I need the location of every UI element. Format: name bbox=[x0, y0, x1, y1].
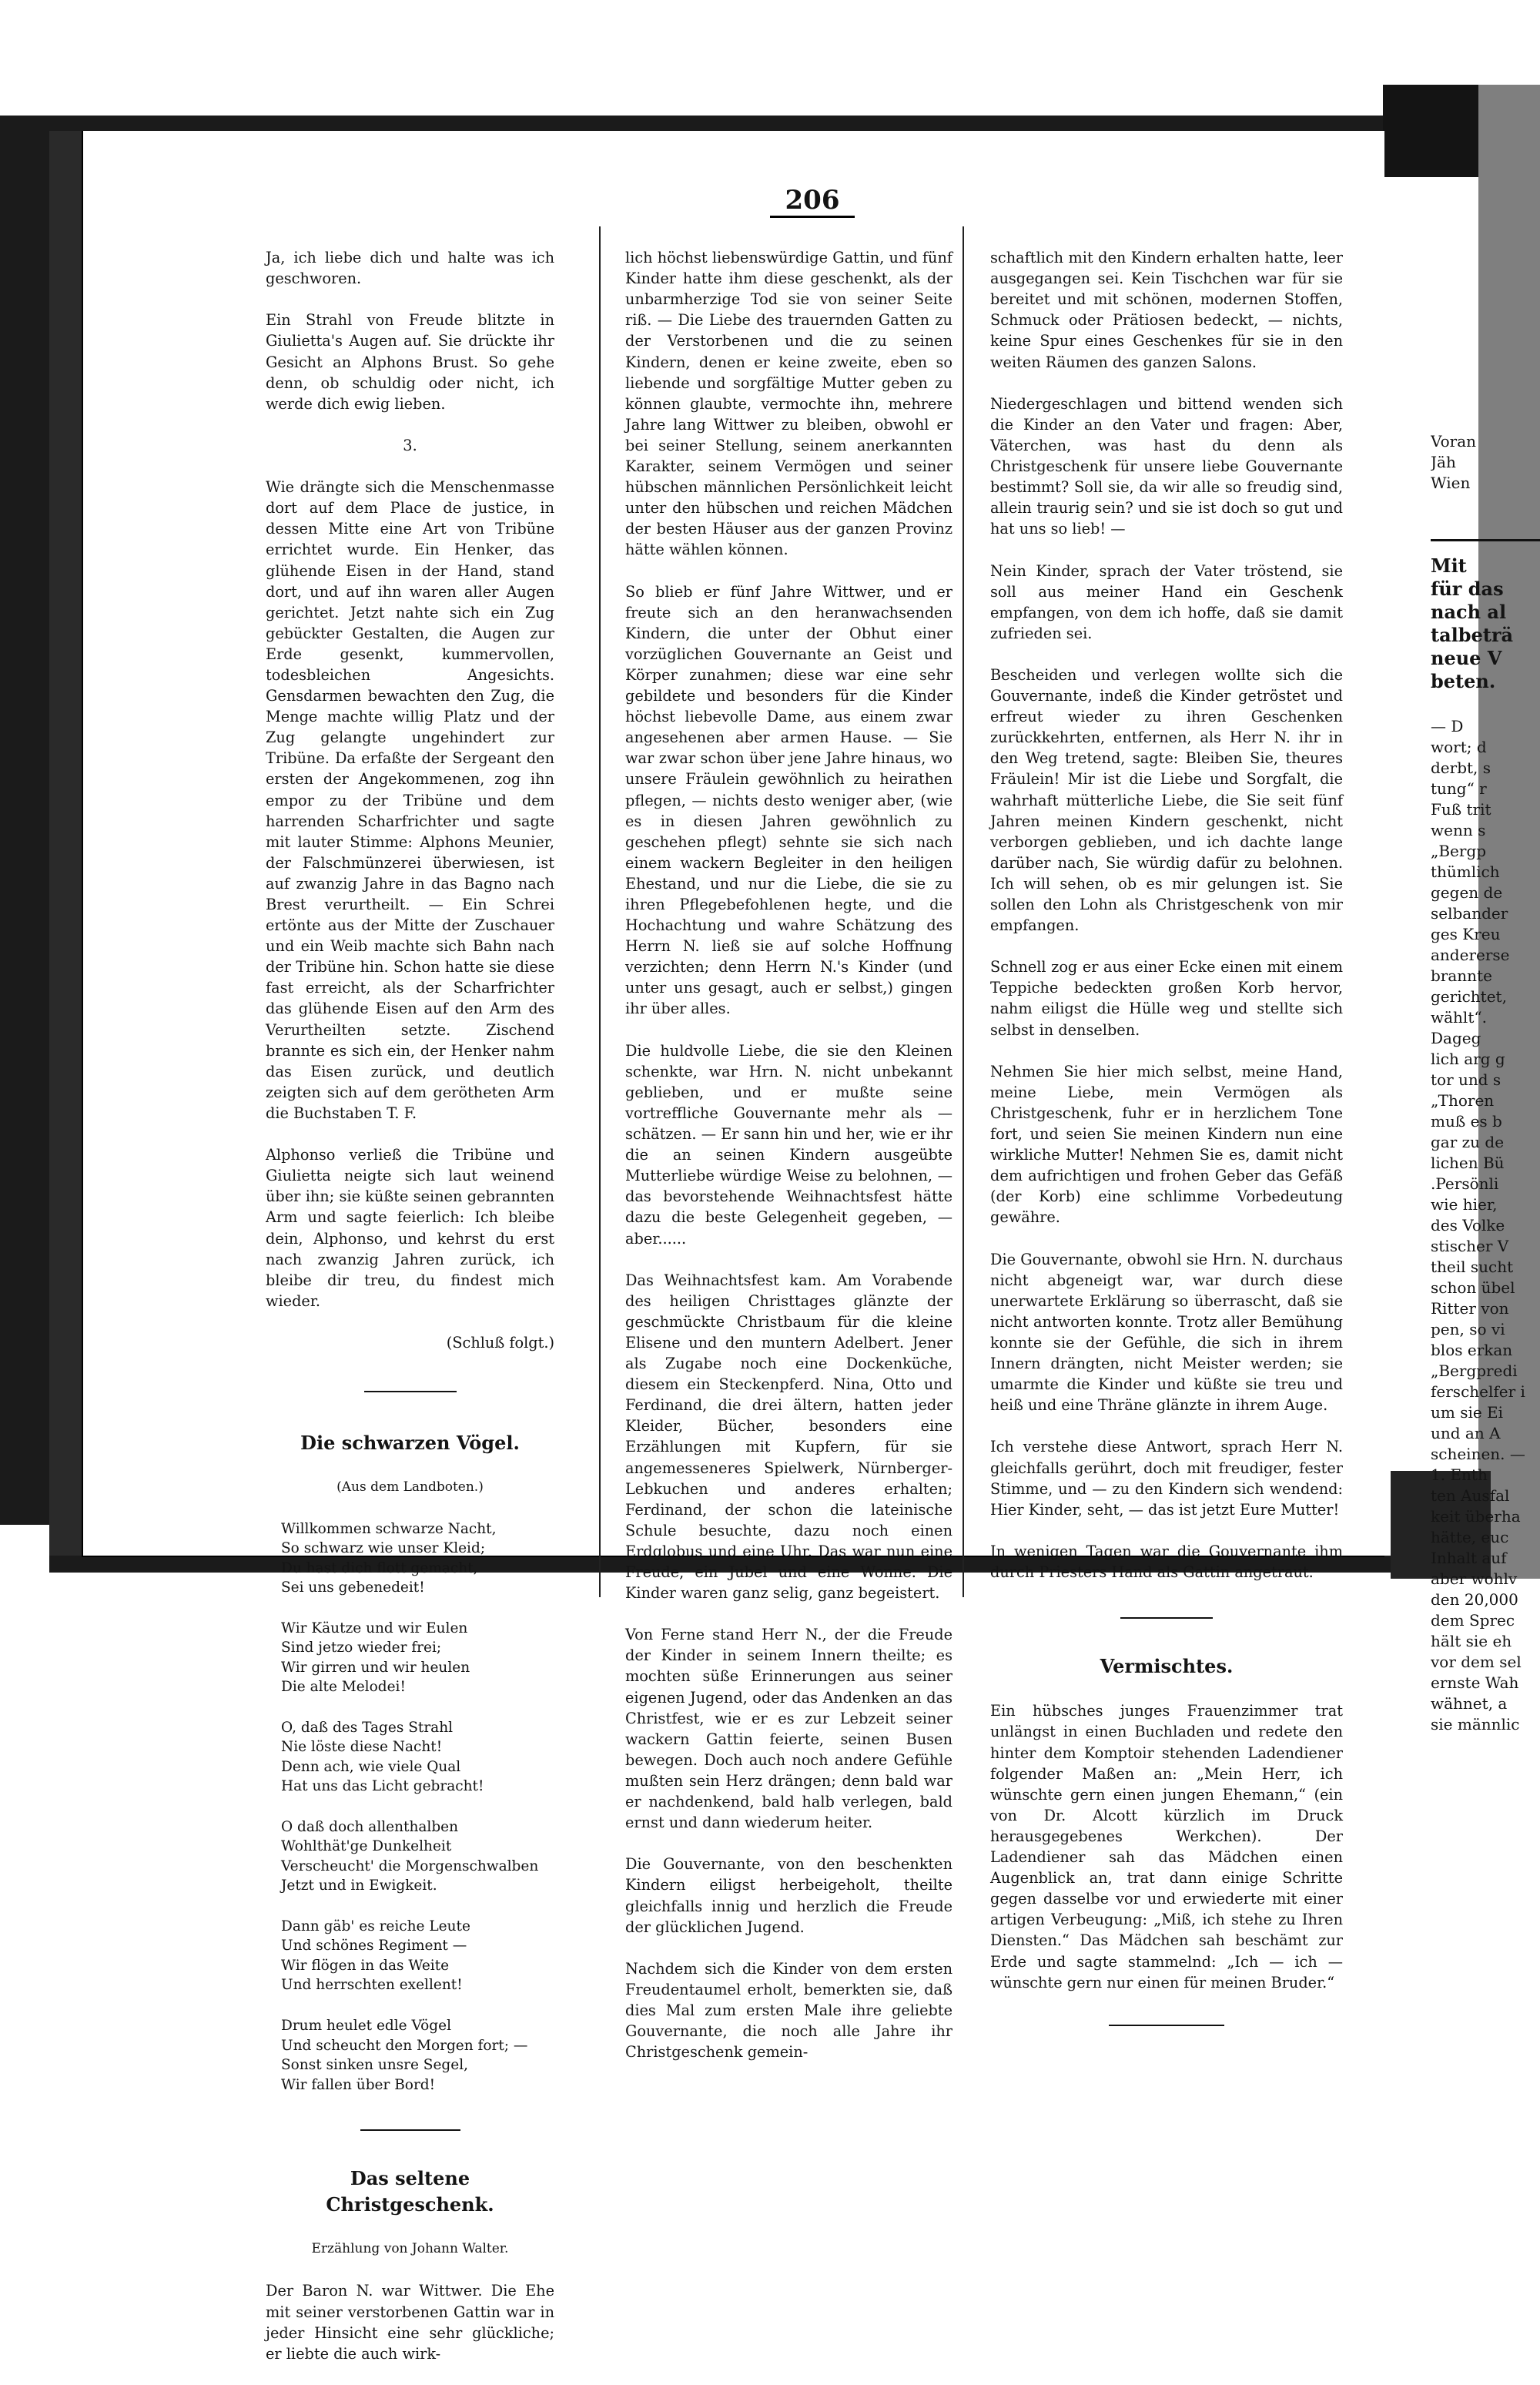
paragraph: schaftlich mit den Kindern erhalten hatte, leer ausgegangen sei. Kein Tischchen war für sie bereitet und mit schönen, modernen Stoffen, Schmuck oder Prätiosen bedeckt, — nichts, keine Spur eines Geschenkes für sie in den weiten Räumen des ganzen Salons. bbox=[990, 249, 1343, 371]
paragraph: Ich verstehe diese Antwort, sprach Herr N. gleichfalls gerührt, doch mit freudiger, fester Stimme, und — zu den Kindern sich wendend: Hier Kinder, seht, — das ist jetzt Eure Mutter! bbox=[990, 1438, 1343, 1519]
page-number: 206 bbox=[770, 185, 855, 218]
story-author: Erzählung von Johann Walter. bbox=[311, 2241, 509, 2257]
next-page-body: — D wort; d derbt, s tung“ r Fuß trit wenn s „Bergp thümlich gegen de selbander ges Kreu andererse brannte gerichtet, wählt“. Dageg lich arg g tor und s „Thoren muß es b gar zu de lichen Bü .Persönli wie hier, des Volke stischer V theil sucht schon übel Ritter von pen, so vi blos erkan „Bergpredi ferschelfer i um sie Ei und an A scheinen. — 1. Enth ten Ausfal keit überha hätte, euc Inhalt auf aber wohlv den 20,000 dem Sprec hält sie eh vor dem sel ernste Wah wähnet, a sie männlic bbox=[1431, 717, 1525, 1733]
book-page-edge bbox=[49, 131, 82, 1556]
divider bbox=[1120, 1617, 1213, 1619]
poem-stanza: Dann gäb' es reiche Leute Und schönes Regiment — Wir flögen in das Weite Und herrschten exellent! bbox=[281, 1918, 470, 1994]
paragraph: Das Weihnachtsfest kam. Am Vorabende des heiligen Christtages glänzte der geschmückte Christbaum für die kleine Elisene und den muntern Adelbert. Jener als Zugabe noch eine Dockenküche, diesem ein Steckenpferd. Nina, Otto und Ferdinand, die drei ältern, hatten jeder Kleider, Bücher, besonders eine Erzählungen mit Kupfern, für sie angemesseneres Spielwerk, Nürnberger-Lebkuchen und anderes erhalten; Ferdinand, der schon die lateinische Schule besuchte, dazu noch einen Erdglobus und eine Uhr. Das war nun eine Freude, ein Jubel und eine Wonne. Die Kinder waren ganz selig, ganz begeistert. bbox=[625, 1271, 952, 1603]
paragraph: Nachdem sich die Kinder von dem ersten Freudentaumel erholt, bemerkten sie, daß dies Mal zum ersten Male ihre geliebte Gouvernante, die noch alle Jahre ihr Christgeschenk gemein- bbox=[625, 1959, 952, 2062]
divider bbox=[1109, 2025, 1224, 2026]
paragraph: Der Baron N. war Wittwer. Die Ehe mit seiner verstorbenen Gattin war in jeder Hinsicht eine sehr glückliche; er liebte die auch wirk- bbox=[266, 2282, 554, 2363]
next-page-notice: Mit für das nach al talbeträ neue V beten. bbox=[1431, 554, 1514, 692]
to-be-continued: (Schluß folgt.) bbox=[446, 1333, 554, 1352]
paragraph: Bescheiden und verlegen wollte sich die Gouvernante, indeß die Kinder getröstet und erfreut wieder zu ihren Geschenken zurückkehrten, entfernen, als Herr N. ihr in den Weg tretend, sagte: Bleiben Sie, theures Fräulein! Mir ist die Liebe und Sorgfalt, die wahrhaft mütterliche Liebe, die Sie seit fünf Jahren meinen Kindern geschenkt, nicht verborgen geblieben, und ich dachte lange darüber nach, Sie würdig dafür zu belohnen. Ich will sehen, ob es mir gelungen ist. Sie sollen den Lohn als Christgeschenk von mir empfangen. bbox=[990, 665, 1343, 935]
paragraph: In wenigen Tagen war die Gouvernante ihm durch Priesters Hand als Gattin angetraut. bbox=[990, 1542, 1343, 1581]
section-title: Vermischtes. bbox=[1100, 1655, 1234, 1678]
poem-source: (Aus dem Landboten.) bbox=[336, 1479, 484, 1496]
paragraph: So blieb er fünf Jahre Wittwer, und er freute sich an den heranwachsenden Kindern, die unter der Obhut einer vorzüglichen Gouvernante an Geist und Körper zunahmen; diese war eine sehr gebildete und besonders für die Kinder höchst liebevolle Dame, aus einem zwar angesehenen aber armen Hause. — Sie war zwar schon über jene Jahre hinaus, wo unsere Fräulein gewöhnlich zu heirathen pflegen, — nichts desto weniger aber, (wie es in diesen Jahren gewöhnlich zu geschehen pflegt) sehnte sie sich nach einem wackern Begleiter in den heiligen Ehestand, und nur die Liebe, die sie zu ihren Pflegebefohlenen hegte, und die Hochachtung und wahre Schätzung des Herrn N. ließ sie auf solche Hoffnung verzichten; denn Herrn N.'s Kinder (und unter uns gesagt, auch er selbst,) gingen ihr über alles. bbox=[625, 582, 952, 1018]
poem-stanza: Willkommen schwarze Nacht, So schwarz wie unser Kleid; Du hast dich flott gemacht, Sei uns gebenedeit! bbox=[281, 1520, 497, 1596]
column-rule-1 bbox=[599, 226, 601, 1597]
column-1 bbox=[266, 226, 554, 2385]
poem-stanza: Drum heulet edle Vögel Und scheucht den Morgen fort; — Sonst sinken unsre Segel, Wir fallen über Bord! bbox=[281, 2018, 528, 2093]
paragraph: Die Gouvernante, obwohl sie Hrn. N. durchaus nicht abgeneigt war, war durch diese unerwartete Erklärung so überrascht, daß sie nicht antworten konnte. Trotz aller Bemühung konnte sie der Gefühle, die sich in ihrem Innern drängten, nicht Meister werden; sie umarmte die Kinder und küßte sie treu und heiß und eine Thräne glänzte in ihrem Auge. bbox=[990, 1250, 1343, 1415]
column-3 bbox=[990, 226, 1343, 2058]
poem-stanza: Wir Käutze und wir Eulen Sind jetzo wieder frei; Wir girren und wir heulen Die alte Melodei! bbox=[281, 1620, 470, 1696]
divider bbox=[360, 2129, 460, 2131]
paragraph: Wie drängte sich die Menschenmasse dort auf dem Place de justice, in dessen Mitte eine Art von Tribüne errichtet wurde. Ein Henker, das glühende Eisen in der Hand, stand dort, und auf ihn waren aller Augen gerichtet. Jetzt nahte sich ein Zug gebückter Gestalten, die Augen zur Erde gesenkt, kummervollen, todesbleichen Angesichts. Gensdarmen bewachten den Zug, die Menge machte willig Platz und der Zug gelangte ungehindert zur Tribüne. Da erfaßte der Sergeant den ersten der Angekommenen, zog ihn empor zu der Tribüne und dem harrenden Scharfrichter und sagte mit lauter Stimme: Alphons Meunier, der Falschmünzerei überwiesen, ist auf zwanzig Jahre in das Bagno nach Brest verurtheilt. — Ein Schrei ertönte aus der Mitte der Zuschauer und ein Weib machte sich Bahn nach der Tribüne hin. Schon hatte sie diese fast erreicht, als der Scharfrichter das glühende Eisen auf den Arm des Verurtheilten setzte. Zischend brannte es sich ein, der Henker nahm das Eisen zurück, und deutlich zeigten sich auf dem gerötheten Arm die Buchstaben T. F. bbox=[266, 478, 554, 1122]
paragraph: Schnell zog er aus einer Ecke einen mit einem Teppiche bedeckten großen Korb hervor, nahm eiligst die Hülle weg und stellte sich selbst in denselben. bbox=[990, 958, 1343, 1039]
poem-stanza: O daß doch allenthalben Wohlthät'ge Dunkelheit Verscheucht' die Morgenschwalben Jetzt und in Ewigkeit. bbox=[281, 1818, 539, 1894]
paragraph: Ein hübsches junges Frauenzimmer trat unlängst in einen Buchladen und redete den hinter dem Komptoir stehenden Ladendiener folgender Maßen an: „Mein Herr, ich wünschte gern einen jungen Ehemann,“ (ein von Dr. Alcott kürzlich im Druck herausgegebenes Werkchen). Der Ladendiener sah das Mädchen einen Augenblick an, trat dann einige Schritte gegen dasselbe vor und erwiederte mit einer artigen Verbeugung: „Miß, ich stehe zu Ihren Diensten.“ Das Mädchen sah beschämt zur Erde und sagte stammelnd: „Ich — ich — wünschte gern nur einen für meinen Bruder.“ bbox=[990, 1702, 1343, 1991]
paragraph: Alphonso verließ die Tribüne und Giulietta neigte sich laut weinend über ihn; sie küßte seinen gebrannten Arm und sagte feierlich: Ich bleibe dein, Alphonso, und kehrst du erst nach zwanzig Jahren zurück, ich bleibe dir treu, du findest mich wieder. bbox=[266, 1146, 554, 1310]
paragraph: Nehmen Sie hier mich selbst, meine Hand, meine Liebe, mein Vermögen als Christgeschenk, fuhr er in herzlichem Tone fort, und seien Sie meinen Kindern nun eine wirkliche Mutter! Nehmen Sie es, damit nicht dem aufrichtigen und frohen Geber das Gefäß (der Korb) eine schlimme Vorbedeutung gewähre. bbox=[990, 1062, 1343, 1227]
scan-border-left bbox=[0, 116, 49, 1525]
paragraph: lich höchst liebenswürdige Gattin, und fünf Kinder hatte ihm diese geschenkt, als der unbarmherzige Tod sie von seiner Seite riß. — Die Liebe des trauernden Gatten zu der Verstorbenen und die zu seinen Kindern, denen er keine zweite, eben so liebende und sorgfältige Mutter geben zu können glaubte, vermochte ihn, mehrere Jahre lang Wittwer zu bleiben, obwohl er bei seiner Stellung, seinem anerkannten Karakter, seinem Vermögen und seiner hübschen männlichen Persönlichkeit leicht unter den hübschen und reichen Mädchen der besten Häuser aus der ganzen Provinz hätte wählen können. bbox=[625, 249, 952, 559]
poem-title: Die schwarzen Vögel. bbox=[300, 1432, 520, 1455]
column-2 bbox=[625, 226, 952, 2083]
paragraph: Die Gouvernante, von den beschenkten Kindern eiligst herbeigeholt, theilte gleichfalls innig und herzlich die Freude der glücklichen Jugend. bbox=[625, 1855, 952, 1936]
paragraph: Ja, ich liebe dich und halte was ich geschworen. bbox=[266, 249, 554, 288]
paragraph: Von Ferne stand Herr N., der die Freude der Kinder in seinem Innern theilte; es mochten süße Erinnerungen aus seiner eigenen Jugend, oder das Andenken an das Christfest, wie er es zur Lebzeit seiner wackern Gattin feierte, seinen Busen bewegen. Doch auch noch andere Gefühle mußten sein Herz drängen; denn bald war er nachdenkend, bald halb verlegen, bald ernst und dann wiederum heiter. bbox=[625, 1626, 952, 1832]
story-title: Das seltene Christgeschenk. bbox=[326, 2167, 494, 2216]
scan-border-top bbox=[49, 116, 1383, 131]
divider bbox=[364, 1391, 457, 1392]
section-number: 3. bbox=[403, 436, 417, 454]
paragraph: Nein Kinder, sprach der Vater tröstend, sie soll aus meiner Hand ein Geschenk empfangen, von dem ich hoffe, daß sie damit zufrieden sei. bbox=[990, 561, 1343, 642]
next-page-divider bbox=[1431, 539, 1540, 541]
paragraph: Die huldvolle Liebe, die sie den Kleinen schenkte, war Hrn. N. nicht unbekannt geblieben, und er mußte seine vortreffliche Gouvernante mehr als — schätzen. — Er sann hin und her, wie er ihr die an seinen Kindern ausgeübte Mutterliebe würdige Weise zu belohnen, — das bevorstehende Weihnachtsfest hätte dazu die beste Gelegenheit gegeben, — aber...... bbox=[625, 1041, 952, 1248]
paragraph: Ein Strahl von Freude blitzte in Giulietta's Augen auf. Sie drückte ihr Gesicht an Alphons Brust. So gehe denn, ob schuldig oder nicht, ich werde dich ewig lieben. bbox=[266, 311, 554, 413]
column-rule-2 bbox=[962, 226, 964, 1597]
poem-stanza: O, daß des Tages Strahl Nie löste diese Nacht! Denn ach, wie viele Qual Hat uns das Licht gebracht! bbox=[281, 1719, 484, 1795]
next-page-header: Voran Jäh Wien bbox=[1431, 432, 1477, 492]
paragraph: Niedergeschlagen und bittend wenden sich die Kinder an den Vater und fragen: Aber, Väterchen, was hast du denn als Christgeschenk für unsere liebe Gouvernante bestimmt? Soll sie, da wir alle so freudig sind, allein traurig sein? und sie ist doch so gut und hat uns so lieb! — bbox=[990, 394, 1343, 538]
